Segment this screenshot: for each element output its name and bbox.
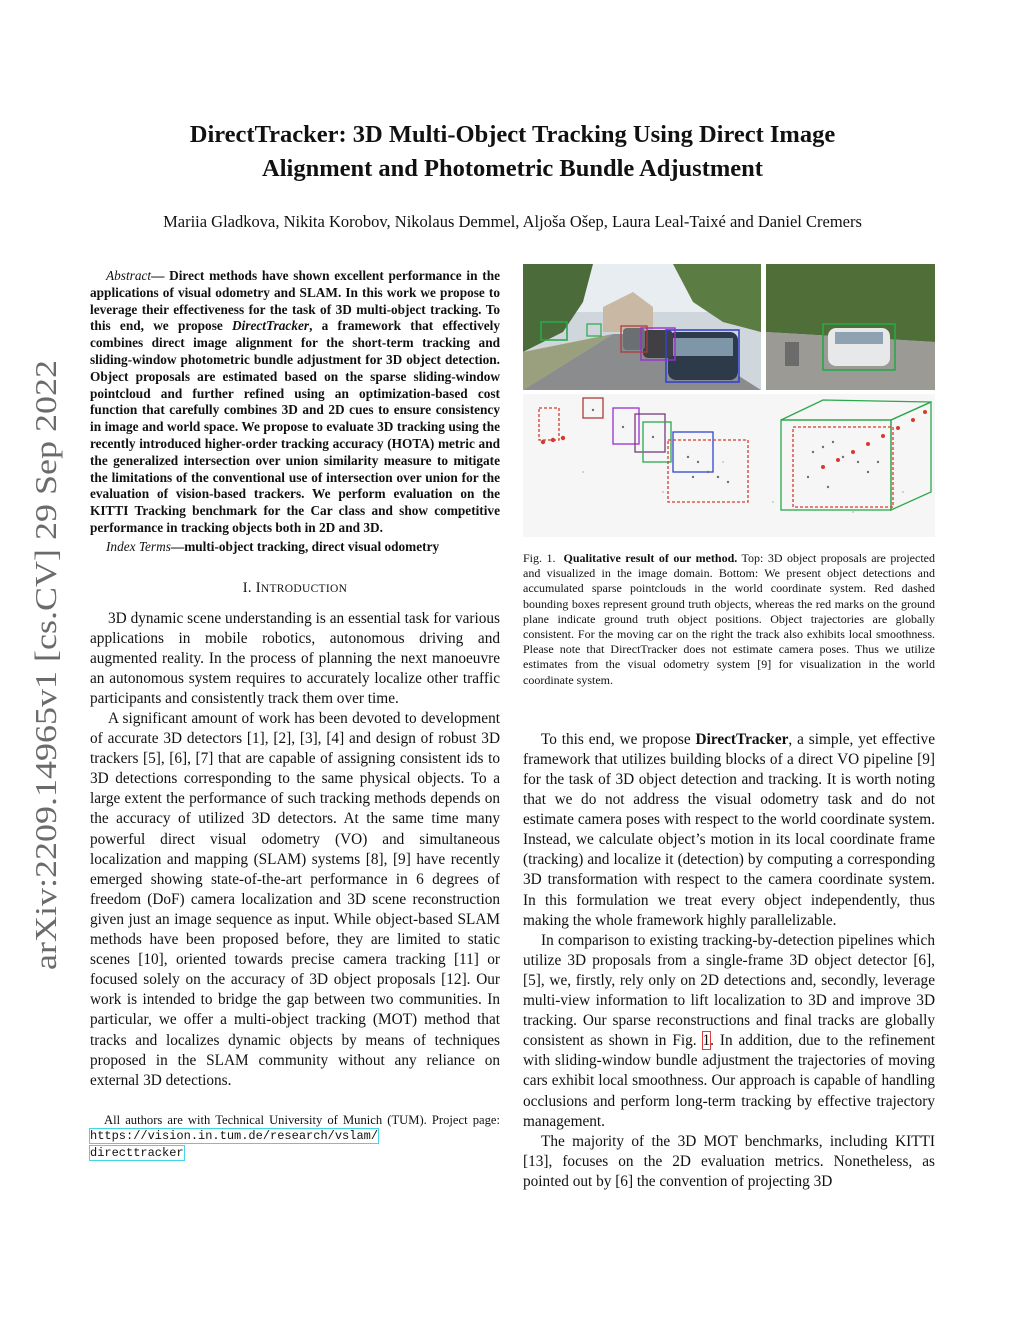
- intro-paragraph-2: A significant amount of work has been devoted to development of accurate 3D detectors [1], [2], [3], [4] and design of robust 3D trackers [5], [6], [7] that are capable of assigning consistent ids to 3D detections corresponding to the same physical objects. To a large extent the performance of such tracking methods depends on the accuracy of utilized 3D detectors. At the same time many powerful direct visual odometry (VO) and simultaneous localization and mapping (SLAM) systems [8], [9] have recently emerged showing state-of-the-art performance in 6 degrees of freedom (DoF) camera localization and 3D scene reconstruction given just an image sequence as input. While object-based SLAM methods have been proposed before, they are limited to static scenes [10], oriented towards precise camera tracking [11] or focused solely on the accuracy of 3D object proposals [12]. Our work is intended to bridge the gap between two communities. In particular, we offer a multi-object tracking (MOT) method that tracks and localizes dynamic objects by means of techniques proposed in the SLAM community without any reliance on external 3D detections.: [90, 710, 500, 1089]
- street-photo-right: [766, 264, 935, 390]
- figure-1-graphic: [523, 262, 935, 537]
- project-page-link[interactable]: https://vision.in.tum.de/research/vslam/: [90, 1129, 379, 1144]
- index-terms: [90, 539, 500, 556]
- footnote: [90, 1113, 500, 1162]
- index-terms-dash: —: [170, 538, 185, 554]
- section-numeral: I. I: [242, 579, 261, 596]
- right-p1-b: , a simple, yet effective framework that utilizes building blocks of a direct VO pipeline [9] for the task of 3D object detection and tracking. It is worth noting that we do not address the visual odometry task and do not estimate camera poses with respect to the world coordinate system. Instead, we calculate object’s motion in its local coordinate frame (tracking) and localize it (detection) by computing a corresponding 3D transformation with respect to the camera coordinate system. In this formulation we treat every object independently, thus making the whole framework highly parallelizable.: [523, 730, 935, 929]
- arxiv-stamp-svg: [12, 350, 72, 990]
- figure-1: [523, 262, 935, 537]
- right-p1-a: To this end, we propose: [541, 730, 696, 748]
- footnote-text: All authors are with Technical University of Munich (TUM). Project page:: [104, 1112, 500, 1127]
- right-paragraph-2: [523, 931, 935, 1132]
- paper-title-line-1: DirectTracker: 3D Multi-Object Tracking Using Direct Image: [189, 121, 836, 148]
- figure-1-label: Fig. 1.: [523, 551, 556, 565]
- author-list: Mariia Gladkova, Nikita Korobov, Nikolaus Demmel, Aljoša Ošep, Laura Leal-Taixé and Daniel Cremers: [163, 212, 862, 231]
- right-body: [523, 730, 935, 1192]
- abstract-method-name: DirectTracker: [232, 318, 310, 334]
- right-p2-a: In comparison to existing tracking-by-detection pipelines which utilize 3D proposals from a single-frame 3D object detector [6], [5], we, firstly, rely only on 2D detections and, secondly, leverage multi-view information to lift localization to 3D and improve 3D tracking. Our sparse reconstructions and final tracks are globally consistent as shown in Fig.: [523, 931, 935, 1050]
- figure-1-reference-link[interactable]: 1: [702, 1032, 711, 1050]
- figure-1-caption: [523, 551, 935, 688]
- section-heading-introduction: [90, 580, 500, 597]
- street-photo-left: [523, 264, 761, 390]
- index-terms-text: multi-object tracking, direct visual odometry: [184, 538, 440, 554]
- abstract-dash: —: [151, 268, 165, 283]
- left-column: [90, 268, 500, 1162]
- section-title-rest: NTRODUCTION: [260, 582, 348, 595]
- abstract-text-a: Direct methods have shown excellent performance in the applications of visual odometry and SLAM. In this work we propose to leverage their effectiveness for the task of 3D multi-object tracking. To this end, we propose: [90, 268, 500, 334]
- abstract-text-b: , a framework that effectively combines direct image alignment for the short-term tracking and sliding-window photometric bundle adjustment for 3D object detection. Object proposals are estimated based on the sparse sliding-window pointcloud and further refined using an optimization-based cost function that carefully combines 3D and 2D cues to ensure consistency in image and world space. We propose to evaluate 3D tracking using the recently introduced higher-order tracking accuracy (HOTA) metric and the generalized intersection over union similarity measure to mitigate the limitations of the conventional use of intersection over union for the evaluation of vision-based trackers. We perform evaluation on the KITTI Tracking benchmark for the Car class and show competitive performance in tracking objects both in 2D and 3D.: [90, 318, 500, 535]
- right-p1-method-name: DirectTracker: [695, 730, 789, 748]
- figure-1-caption-bold: Qualitative result of our method.: [563, 551, 738, 565]
- figure-1-caption-text: Top: 3D object proposals are projected and visualized in the image domain. Bottom: We present object detections and accumulated sparse pointclouds in the world coordinate system. Red dashed bounding boxes represent ground truth objects, whereas the red marks on the ground plane indicate ground truth object positions. Object trajectories are globally consistent. For the moving car on the right the track also exhibits local smoothness. Please note that DirectTracker does not estimate camera poses. Thus we utilize estimates from the visual odometry system [9] for visualization in the world coordinate system.: [523, 551, 935, 687]
- abstract: [90, 268, 500, 537]
- right-column: [523, 262, 935, 1192]
- right-p2-b: . In addition, due to the refinement with sliding-window bundle adjustment the trajectories of moving cars exhibit local smoothness. Our approach is capable of handling occlusions and perform long-term tracking by effective trajectory management.: [523, 1032, 935, 1130]
- arxiv-stamp: [12, 350, 72, 990]
- index-terms-label: Index Terms: [106, 538, 171, 554]
- paper-title-line-2: Alignment and Photometric Bundle Adjustment: [262, 155, 763, 182]
- arxiv-stamp-text: arXiv:2209.14965v1 [cs.CV] 29 Sep 2022: [29, 453, 63, 970]
- pointcloud-panel: [523, 394, 935, 537]
- paper-title: [90, 118, 935, 186]
- right-paragraph-3: The majority of the 3D MOT benchmarks, including KITTI [13], focuses on the 2D evaluation metrics. Nonetheless, as pointed out by [6] the convention of projecting 3D: [523, 1132, 935, 1190]
- intro-paragraph-1: 3D dynamic scene understanding is an essential task for various applications in mobile robotics, autonomous driving and augmented reality. In the process of planning the next manoeuvre an autonomous system requires to accurately localize other traffic participants and consistently track them over time.: [90, 609, 500, 707]
- abstract-label: Abstract: [106, 268, 152, 283]
- project-page-link-cont[interactable]: directtracker: [90, 1145, 184, 1160]
- right-paragraph-1: [523, 730, 935, 931]
